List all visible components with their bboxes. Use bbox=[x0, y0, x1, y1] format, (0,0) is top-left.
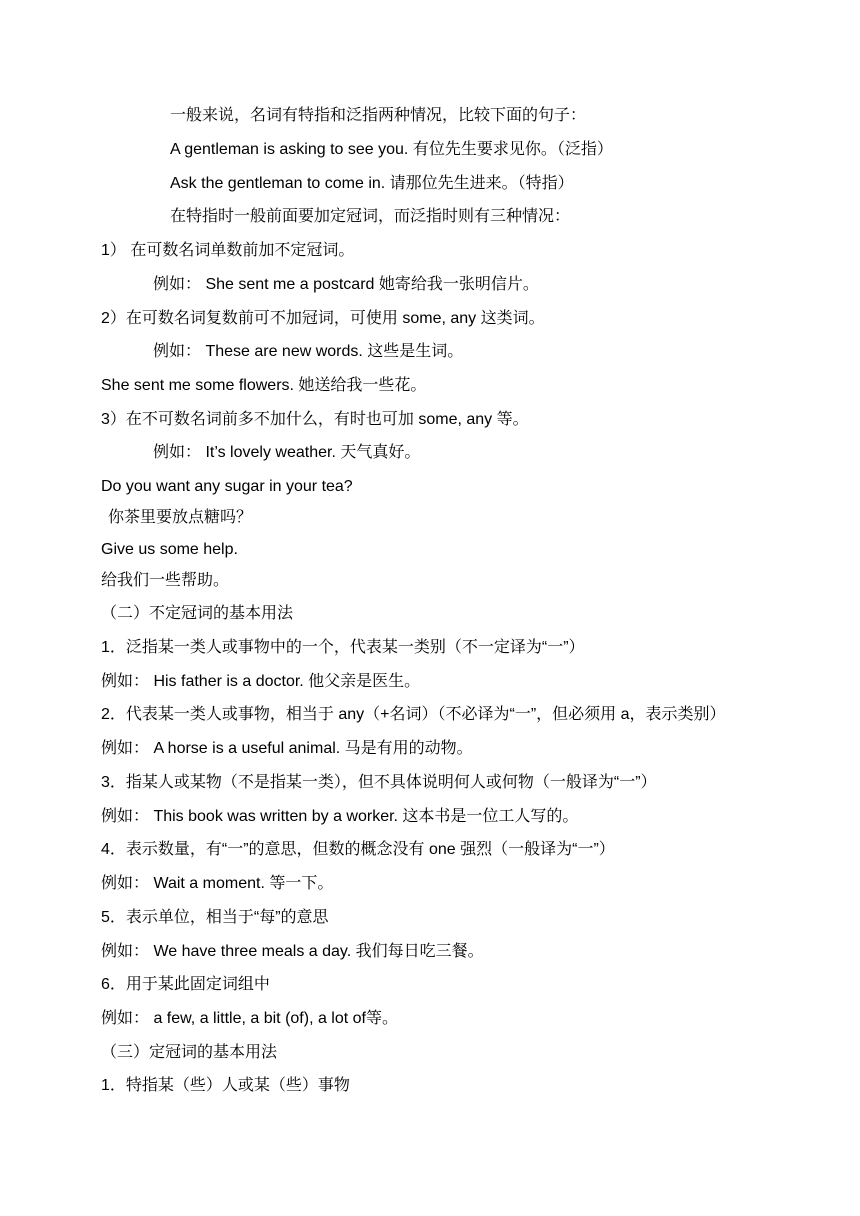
section-heading: （三）定冠词的基本用法 bbox=[101, 1044, 278, 1061]
text-line: Ask the gentleman to come in. 请那位先生进来。（特指） bbox=[170, 175, 574, 192]
text-line: 例如： His father is a doctor. 他父亲是医生。 bbox=[101, 673, 421, 690]
text-line: 1．泛指某一类人或事物中的一个，代表某一类别（不一定译为“一”） bbox=[101, 639, 585, 656]
text-line: 1） 在可数名词单数前加不定冠词。 bbox=[101, 242, 355, 259]
text-line: 你茶里要放点糖吗？ bbox=[108, 509, 253, 526]
text-line: 例如： These are new words. 这些是生词。 bbox=[153, 343, 464, 360]
section-heading: （二）不定冠词的基本用法 bbox=[101, 605, 294, 622]
text-line: She sent me some flowers. 她送给我一些花。 bbox=[101, 377, 427, 394]
text-line: 例如： Wait a moment. 等一下。 bbox=[101, 875, 334, 892]
text-line: 1．特指某（些）人或某（些）事物 bbox=[101, 1077, 350, 1094]
text-line: 4．表示数量，有“一”的意思，但数的概念没有 one 强烈（一般译为“一”） bbox=[101, 841, 615, 858]
text-line: 例如： This book was written by a worker. 这本书是一位工人写的。 bbox=[101, 808, 579, 825]
text-line: 2．代表某一类人或事物，相当于 any（+名词）（不必译为“一”，但必须用 a，表示类别） bbox=[101, 706, 726, 723]
text-line: 例如： It’s lovely weather. 天气真好。 bbox=[153, 444, 421, 461]
text-line: 在特指时一般前面要加定冠词，而泛指时则有三种情况： bbox=[170, 208, 571, 225]
text-line: Do you want any sugar in your tea? bbox=[101, 478, 353, 495]
text-line: 6．用于某此固定词组中 bbox=[101, 976, 270, 993]
text-line: 给我们一些帮助。 bbox=[101, 572, 230, 589]
text-line: 例如： a few, a little, a bit (of), a lot of等。 bbox=[101, 1010, 398, 1027]
text-line: 2）在可数名词复数前可不加冠词，可使用 some, any 这类词。 bbox=[101, 310, 545, 327]
text-line: 5．表示单位，相当于“每”的意思 bbox=[101, 909, 329, 926]
text-line: 3）在不可数名词前多不加什么，有时也可加 some, any 等。 bbox=[101, 411, 529, 428]
text-line: Give us some help. bbox=[101, 541, 238, 558]
text-line: 例如： A horse is a useful animal. 马是有用的动物。 bbox=[101, 740, 473, 757]
text-line: 3．指某人或某物（不是指某一类），但不具体说明何人或何物（一般译为“一”） bbox=[101, 774, 657, 791]
text-line: 例如： She sent me a postcard 她寄给我一张明信片。 bbox=[153, 276, 539, 293]
text-line: A gentleman is asking to see you. 有位先生要求见你。（泛指） bbox=[170, 141, 613, 158]
text-line: 一般来说，名词有特指和泛指两种情况，比较下面的句子： bbox=[170, 107, 587, 124]
text-line: 例如： We have three meals a day. 我们每日吃三餐。 bbox=[101, 943, 484, 960]
